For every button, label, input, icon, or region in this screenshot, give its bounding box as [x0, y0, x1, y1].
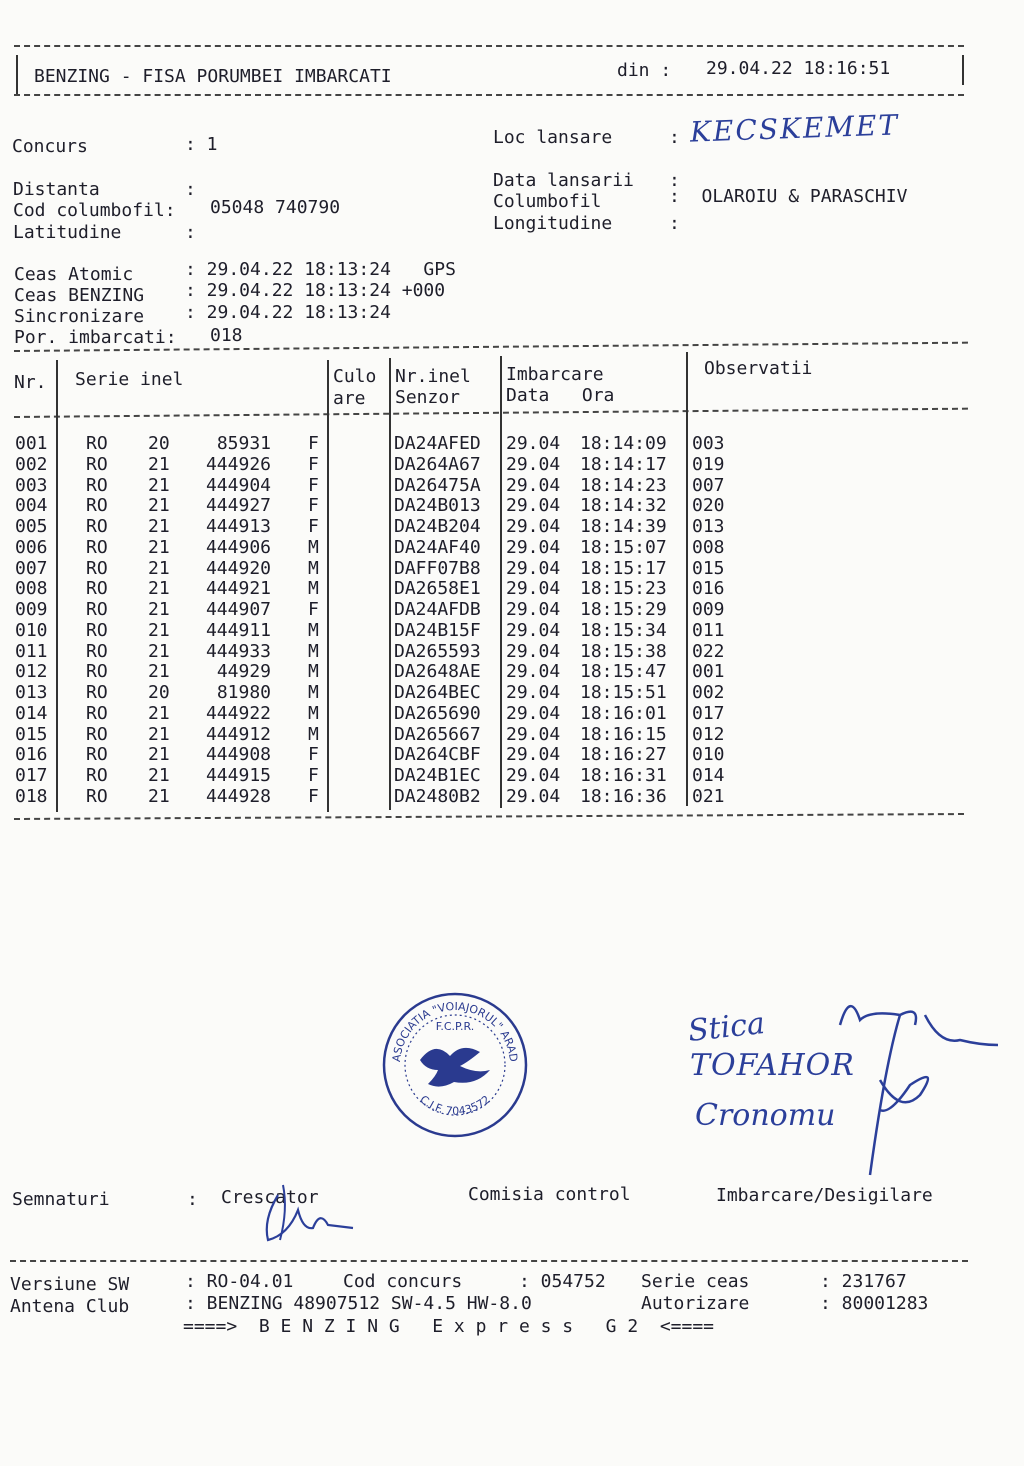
- cell-nr: 013: [15, 682, 48, 703]
- cell-sex: F: [308, 765, 319, 786]
- cell-date: 29.04: [506, 599, 561, 620]
- cell-ring: 444922: [205, 702, 271, 724]
- cell-year: 21: [148, 702, 170, 724]
- handwritten-name-1: Stica: [686, 1006, 767, 1049]
- cell-observation: 012: [692, 723, 725, 745]
- cell-year: 21: [148, 661, 170, 683]
- cell-ring: 444920: [205, 557, 271, 579]
- cell-date: 29.04: [506, 640, 561, 662]
- versiune-sw-value: : RO-04.01: [185, 1271, 294, 1292]
- cell-nr: 009: [15, 599, 48, 620]
- cell-country: RO: [86, 474, 108, 496]
- ceas-atomic-label: Ceas Atomic: [14, 264, 134, 285]
- cell-year: 21: [148, 785, 170, 807]
- antena-club-label: Antena Club: [10, 1296, 130, 1317]
- cell-ring: 44929: [216, 661, 271, 683]
- cell-country: RO: [86, 765, 108, 786]
- cell-time: 18:16:01: [580, 702, 667, 724]
- din-value: 29.04.22 18:16:51: [706, 58, 891, 79]
- crescator-label: Crescator: [221, 1187, 319, 1208]
- cell-year: 21: [148, 640, 170, 662]
- cell-sex: M: [308, 619, 319, 641]
- table-divider-3: [389, 358, 391, 810]
- header-bottom-rule: [14, 94, 964, 96]
- cell-nr: 001: [15, 433, 48, 454]
- col-header-culoare-1: Culo: [333, 366, 377, 387]
- col-header-observatii: Observatii: [704, 358, 813, 379]
- semnaturi-label: Semnaturi: [12, 1189, 110, 1210]
- header-left-border: [16, 55, 18, 95]
- association-stamp: [380, 990, 530, 1140]
- cell-date: 29.04: [506, 557, 561, 579]
- din-label: din :: [617, 60, 672, 81]
- cell-time: 18:15:17: [580, 557, 667, 579]
- distanta-value: :: [185, 179, 196, 200]
- serie-ceas-value: : 231767: [820, 1271, 907, 1292]
- cell-date: 29.04: [506, 516, 561, 537]
- cell-year: 21: [148, 453, 170, 475]
- cell-country: RO: [86, 453, 108, 475]
- cell-country: RO: [86, 640, 108, 662]
- cell-sensor: DA2648AE: [394, 661, 481, 683]
- cell-time: 18:14:17: [580, 453, 667, 475]
- cell-observation: 001: [692, 661, 725, 683]
- cell-country: RO: [86, 619, 108, 641]
- comisia-control-label: Comisia control: [468, 1184, 631, 1205]
- cell-country: RO: [86, 702, 108, 724]
- col-header-nrinel-1: Nr.inel: [395, 366, 471, 387]
- cell-date: 29.04: [506, 744, 561, 766]
- cell-ring: 444907: [205, 599, 271, 620]
- cell-ring: 444926: [205, 453, 271, 475]
- table-divider-2: [327, 360, 329, 812]
- cell-nr: 003: [15, 474, 48, 496]
- autorizare-value: : 80001283: [820, 1293, 929, 1314]
- cell-year: 21: [148, 619, 170, 641]
- cod-columbofil-value: 05048 740790: [210, 197, 341, 218]
- longitudine-label: Longitudine: [493, 213, 613, 234]
- cell-time: 18:15:07: [580, 536, 667, 558]
- cell-sensor: DA2658E1: [394, 578, 481, 600]
- cell-sensor: DA264A67: [394, 453, 481, 475]
- stamp-bottom-text: C.I.F. 7043572: [417, 1092, 493, 1118]
- concurs-label: Concurs: [12, 136, 88, 157]
- autorizare-label: Autorizare: [641, 1293, 750, 1314]
- cell-sex: M: [308, 661, 319, 683]
- cell-time: 18:15:34: [580, 619, 667, 641]
- cell-year: 21: [148, 765, 170, 786]
- cell-time: 18:16:27: [580, 744, 667, 766]
- benzing-express-banner: ====> B E N Z I N G E x p r e s s G 2 <====: [183, 1316, 715, 1337]
- cell-observation: 009: [692, 599, 725, 620]
- cell-date: 29.04: [506, 433, 561, 454]
- footer-rule: [10, 1260, 968, 1262]
- cell-sensor: DA264CBF: [394, 744, 481, 766]
- cell-date: 29.04: [506, 702, 561, 724]
- cell-sex: M: [308, 536, 319, 558]
- cell-nr: 006: [15, 536, 48, 558]
- data-lansarii-label: Data lansarii: [493, 170, 634, 191]
- cell-time: 18:14:09: [580, 433, 667, 454]
- table-divider-1: [56, 360, 58, 812]
- cell-observation: 007: [692, 474, 725, 496]
- col-header-imbarcare-2: Data Ora: [506, 385, 615, 406]
- cell-sex: F: [308, 433, 319, 454]
- cell-country: RO: [86, 557, 108, 579]
- cell-ring: 444927: [205, 495, 271, 517]
- por-imbarcati-value: 018: [210, 325, 243, 346]
- cell-ring: 444933: [205, 640, 271, 662]
- cod-concurs-value: : 054752: [519, 1271, 606, 1292]
- cell-country: RO: [86, 723, 108, 745]
- cell-nr: 011: [15, 640, 48, 662]
- cell-sensor: DA24AFED: [394, 433, 481, 454]
- cell-country: RO: [86, 682, 108, 703]
- header-right-border: [962, 55, 964, 85]
- cell-date: 29.04: [506, 578, 561, 600]
- cell-year: 21: [148, 474, 170, 496]
- cell-observation: 020: [692, 495, 725, 517]
- antena-club-value: : BENZING 48907512 SW-4.5 HW-8.0: [185, 1293, 532, 1314]
- latitudine-value: :: [185, 222, 196, 243]
- cell-date: 29.04: [506, 661, 561, 683]
- cell-sensor: DA265667: [394, 723, 481, 745]
- cell-nr: 012: [15, 661, 48, 683]
- cell-year: 20: [148, 682, 170, 703]
- cell-ring: 444911: [205, 619, 271, 641]
- document-title: BENZING - FISA PORUMBEI IMBARCATI: [34, 66, 392, 87]
- cell-observation: 011: [692, 619, 725, 641]
- cell-observation: 016: [692, 578, 725, 600]
- ceas-benzing-label: Ceas BENZING: [14, 285, 145, 306]
- cell-country: RO: [86, 785, 108, 807]
- longitudine-value: :: [669, 213, 680, 234]
- cell-date: 29.04: [506, 495, 561, 517]
- col-header-serie: Serie inel: [75, 369, 184, 390]
- cell-nr: 016: [15, 744, 48, 766]
- cell-sensor: DA24B013: [394, 495, 481, 517]
- cell-ring: 85931: [216, 433, 271, 454]
- cell-year: 21: [148, 495, 170, 517]
- imbarcare-desigilare-label: Imbarcare/Desigilare: [716, 1185, 933, 1206]
- cell-sex: M: [308, 723, 319, 745]
- cell-sex: F: [308, 785, 319, 807]
- cell-sensor: DA265593: [394, 640, 481, 662]
- cell-time: 18:14:23: [580, 474, 667, 496]
- cell-sex: F: [308, 744, 319, 766]
- cell-country: RO: [86, 516, 108, 537]
- table-divider-4: [500, 356, 502, 808]
- cell-observation: 019: [692, 453, 725, 475]
- cell-date: 29.04: [506, 682, 561, 703]
- cell-sex: F: [308, 516, 319, 537]
- cell-sex: F: [308, 474, 319, 496]
- header-top-rule: [14, 45, 964, 47]
- cell-country: RO: [86, 599, 108, 620]
- table-bottom-rule: [14, 813, 964, 820]
- cell-nr: 018: [15, 785, 48, 807]
- cell-sensor: DA24B1EC: [394, 765, 481, 786]
- cod-concurs-label: Cod concurs: [343, 1271, 463, 1292]
- cell-time: 18:15:23: [580, 578, 667, 600]
- cell-nr: 002: [15, 453, 48, 475]
- cell-nr: 008: [15, 578, 48, 600]
- cell-date: 29.04: [506, 785, 561, 807]
- col-header-nr: Nr.: [14, 372, 47, 393]
- cell-year: 21: [148, 723, 170, 745]
- cell-observation: 013: [692, 516, 725, 537]
- versiune-sw-label: Versiune SW: [10, 1274, 130, 1295]
- svg-text:C.I.F. 7043572: [417, 1093, 492, 1118]
- table-header-rule: [14, 408, 968, 418]
- cell-year: 21: [148, 536, 170, 558]
- cell-country: RO: [86, 495, 108, 517]
- cell-time: 18:16:36: [580, 785, 667, 807]
- concurs-value: : 1: [185, 134, 218, 155]
- loc-lansare-handwritten: KECSKEMET: [689, 108, 900, 149]
- cell-sex: M: [308, 640, 319, 662]
- cell-sex: F: [308, 495, 319, 517]
- col-header-nrinel-2: Senzor: [395, 387, 461, 408]
- cell-nr: 017: [15, 765, 48, 786]
- cell-ring: 444915: [205, 765, 271, 786]
- cell-observation: 014: [692, 765, 725, 786]
- cell-sensor: DA264BEC: [394, 682, 481, 703]
- cell-observation: 015: [692, 557, 725, 579]
- cell-sex: M: [308, 578, 319, 600]
- cell-sensor: DA24B15F: [394, 619, 481, 641]
- cell-observation: 021: [692, 785, 725, 807]
- cell-observation: 022: [692, 640, 725, 662]
- loc-lansare-colon: :: [669, 127, 680, 148]
- cell-ring: 444921: [205, 578, 271, 600]
- cell-sensor: DA24B204: [394, 516, 481, 537]
- pigeon-icon: [420, 1048, 490, 1087]
- columbofil-label: Columbofil: [493, 191, 602, 212]
- cell-ring: 444906: [205, 536, 271, 558]
- cell-nr: 005: [15, 516, 48, 537]
- cod-columbofil-label: Cod columbofil:: [13, 200, 176, 221]
- cell-observation: 003: [692, 433, 725, 454]
- latitudine-label: Latitudine: [13, 222, 122, 243]
- cell-time: 18:14:39: [580, 516, 667, 537]
- cell-sex: M: [308, 682, 319, 703]
- breeder-signature: [258, 1180, 358, 1250]
- handwritten-name-2: TOFAHOR: [690, 1048, 855, 1083]
- cell-time: 18:16:15: [580, 723, 667, 745]
- cell-country: RO: [86, 536, 108, 558]
- cell-year: 21: [148, 599, 170, 620]
- cell-sex: M: [308, 557, 319, 579]
- cell-country: RO: [86, 661, 108, 683]
- columbofil-value: : OLAROIU & PARASCHIV: [669, 186, 908, 207]
- cell-ring: 444908: [205, 744, 271, 766]
- cell-observation: 008: [692, 536, 725, 558]
- cell-year: 20: [148, 433, 170, 454]
- cell-nr: 007: [15, 557, 48, 579]
- cell-sensor: DA24AF40: [394, 536, 481, 558]
- cell-observation: 017: [692, 702, 725, 724]
- data-lansarii-value: :: [669, 170, 680, 191]
- col-header-imbarcare-1: Imbarcare: [506, 364, 604, 385]
- stamp-middle-text: F.C.P.R.: [435, 1020, 475, 1033]
- cell-country: RO: [86, 433, 108, 454]
- cell-date: 29.04: [506, 765, 561, 786]
- cell-country: RO: [86, 578, 108, 600]
- cell-ring: 444913: [205, 516, 271, 537]
- cell-time: 18:15:47: [580, 661, 667, 683]
- cell-year: 21: [148, 516, 170, 537]
- cell-year: 21: [148, 557, 170, 579]
- serie-ceas-label: Serie ceas: [641, 1271, 750, 1292]
- table-divider-5: [686, 352, 688, 806]
- cell-sensor: DA265690: [394, 702, 481, 724]
- cell-date: 29.04: [506, 453, 561, 475]
- cell-time: 18:16:31: [580, 765, 667, 786]
- cell-sex: F: [308, 453, 319, 475]
- handwritten-name-3: Cronomu: [695, 1098, 836, 1133]
- cell-sex: M: [308, 702, 319, 724]
- cell-observation: 010: [692, 744, 725, 766]
- sincronizare-value: : 29.04.22 18:13:24: [185, 302, 391, 323]
- cell-observation: 002: [692, 682, 725, 703]
- cell-year: 21: [148, 744, 170, 766]
- cell-ring: 444904: [205, 474, 271, 496]
- cell-ring: 444928: [205, 785, 271, 807]
- cell-sensor: DA2480B2: [394, 785, 481, 807]
- cell-ring: 444912: [205, 723, 271, 745]
- cell-date: 29.04: [506, 723, 561, 745]
- cell-date: 29.04: [506, 536, 561, 558]
- cell-year: 21: [148, 578, 170, 600]
- ceas-benzing-value: : 29.04.22 18:13:24 +000: [185, 280, 446, 301]
- cell-date: 29.04: [506, 474, 561, 496]
- cell-sex: F: [308, 599, 319, 620]
- semnaturi-colon: :: [187, 1189, 198, 1210]
- cell-nr: 015: [15, 723, 48, 745]
- por-imbarcati-label: Por. imbarcati:: [14, 327, 177, 348]
- ceas-atomic-value: : 29.04.22 18:13:24 GPS: [185, 259, 456, 280]
- sincronizare-label: Sincronizare: [14, 306, 145, 327]
- cell-time: 18:15:38: [580, 640, 667, 662]
- distanta-label: Distanta: [13, 179, 100, 200]
- cell-nr: 004: [15, 495, 48, 517]
- cell-time: 18:14:32: [580, 495, 667, 517]
- cell-sensor: DAFF07B8: [394, 557, 481, 579]
- cell-ring: 81980: [216, 682, 271, 703]
- stamp-top-text: ASOCIATIA "VOIAJORUL" ARAD: [390, 999, 521, 1063]
- cell-time: 18:15:51: [580, 682, 667, 703]
- cell-sensor: DA24AFDB: [394, 599, 481, 620]
- cell-nr: 010: [15, 619, 48, 641]
- col-header-culoare-2: are: [333, 388, 366, 409]
- cell-country: RO: [86, 744, 108, 766]
- cell-date: 29.04: [506, 619, 561, 641]
- cell-nr: 014: [15, 702, 48, 724]
- loc-lansare-label: Loc lansare: [493, 127, 613, 148]
- cell-sensor: DA26475A: [394, 474, 481, 496]
- commission-signature: [830, 985, 1010, 1185]
- cell-time: 18:15:29: [580, 599, 667, 620]
